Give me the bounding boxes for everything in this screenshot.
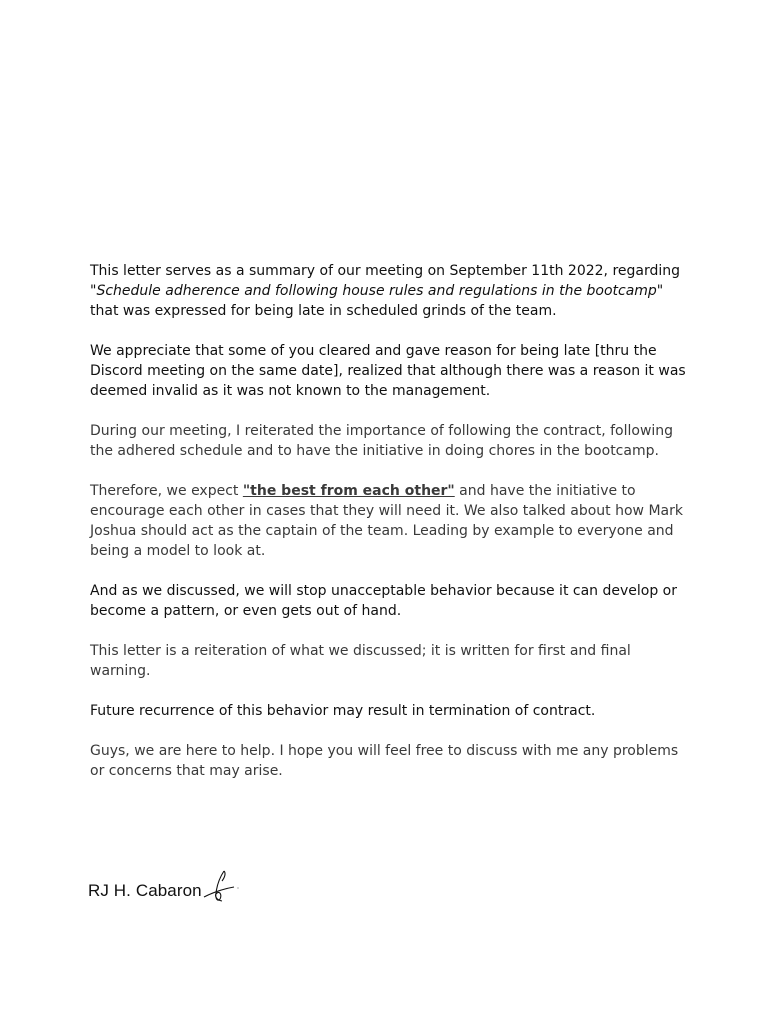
- expectation-text-end: and have the initiative to encourage each other in cases that they will need it. We also talked about how Mark Joshua should act as the captain of the team. Leading by example to everyone and being a model to look at.: [90, 483, 683, 559]
- expectation-text: Therefore, we expect: [90, 483, 243, 499]
- summary-text: This letter serves as a summary of our meeting on September 11th 2022, regarding ": [90, 263, 681, 299]
- paragraph-appreciation: We appreciate that some of you cleared and gave reason for being late [thru the Discord meeting on the same date], realized that although there was a reason it was deemed invalid as it was not known to the management.: [90, 343, 686, 399]
- paragraph-reiteration: During our meeting, I reiterated the importance of following the contract, following the adhered schedule and to have the initiative in doing chores in the bootcamp.: [90, 423, 674, 459]
- paragraph-behavior: And as we discussed, we will stop unacceptable behavior because it can develop or become a pattern, or even gets out of hand.: [90, 583, 677, 619]
- paragraph-warning: This letter is a reiteration of what we discussed; it is written for first and final warning.: [90, 643, 631, 679]
- emphasis-quote: "the best from each other": [242, 483, 455, 499]
- paragraph-closing: Guys, we are here to help. I hope you will feel free to discuss with me any problems or concerns that may arise.: [90, 743, 679, 779]
- handwritten-signature-icon: [200, 867, 240, 907]
- signature-block: [88, 876, 240, 906]
- signer-name: RJ H. Cabaron: [88, 881, 202, 900]
- letter-body: [90, 261, 690, 801]
- paragraph-expectation: [90, 481, 690, 561]
- paragraph-summary: [90, 261, 690, 321]
- summary-text-end: that was expressed for being late in scheduled grinds of the team.: [90, 303, 557, 319]
- meeting-topic: Schedule adherence and following house rules and regulations in the bootcamp": [96, 283, 664, 299]
- paragraph-termination: Future recurrence of this behavior may result in termination of contract.: [90, 703, 596, 719]
